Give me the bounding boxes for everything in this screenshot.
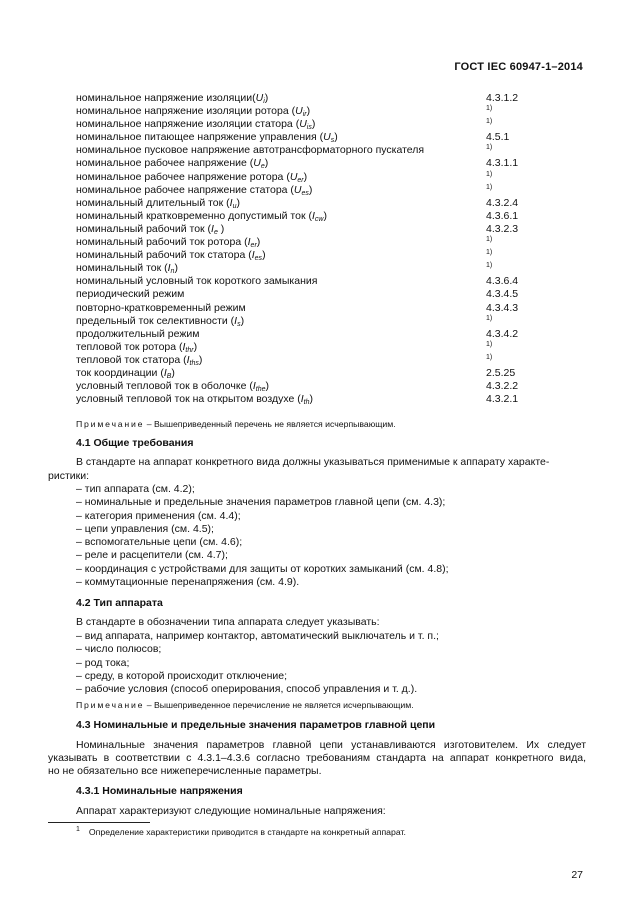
definition-row <box>76 105 496 118</box>
definition-row <box>76 301 519 315</box>
definition-reference: 1) <box>486 262 493 270</box>
definition-term: ток координации $(I_B)$ <box>76 366 175 380</box>
definition-term: номинальный рабочий ток статора $(I_{es})$ <box>76 249 266 263</box>
definition-term: номинальный кратковременно допустимый ток $(I_{cw})$ <box>76 209 327 223</box>
list-item: – координация с устройствами для защиты от коротких замыканий (см. 4.8); <box>76 562 449 575</box>
definition-reference: 1) <box>486 183 493 191</box>
definition-term: повторно-кратковременный режим <box>76 301 246 314</box>
list-4-1 <box>76 483 449 589</box>
footnote-mark: 1 <box>76 826 80 833</box>
heading-4-3-1: 4.3.1 Номинальные напряжения <box>76 785 243 797</box>
definition-reference: 1) <box>486 236 493 244</box>
definition-row <box>76 393 519 407</box>
definition-term: тепловой ток статора $(I_{ths})$ <box>76 353 203 367</box>
definition-reference: 1) <box>486 249 493 257</box>
definition-row <box>76 341 496 354</box>
definition-row <box>76 222 519 236</box>
definition-row <box>76 184 496 197</box>
footnote-text: Определение характеристики приводится в стандарте на конкретный аппарат. <box>88 826 406 837</box>
definition-term: тепловой ток ротора $(I_{thr})$ <box>76 340 198 354</box>
definition-row <box>76 157 519 171</box>
definition-term: номинальный ток $(I_n)$ <box>76 262 178 276</box>
definition-row <box>76 196 519 210</box>
note-label: Примечание <box>76 700 145 710</box>
footnote-divider <box>48 822 150 823</box>
definition-reference: 4.3.6.1 <box>486 209 519 222</box>
definition-term: номинальный длительный ток $(I_u)$ <box>76 196 240 210</box>
definition-reference: 4.3.4.2 <box>486 327 519 340</box>
list-item: – категория применения (см. 4.4); <box>76 509 241 522</box>
list-item: – номинальные и предельные значения параметров главной цепи (см. 4.3); <box>76 496 446 509</box>
heading-4-1: 4.1 Общие требования <box>76 437 194 449</box>
paragraph-4-1-line2: ристики: <box>48 470 90 482</box>
definition-row <box>76 171 496 184</box>
paragraph-4-3-line2: указывать в соответствии с 4.3.1–4.3.6 согласно требованиям стандарта на аппарат конкретного вида, <box>48 752 586 764</box>
definition-term: номинальное рабочее напряжение $(U_e)$ <box>76 157 269 171</box>
note-text: – Вышеприведенное перечисление не является исчерпывающим. <box>144 700 414 710</box>
definitions-list <box>76 92 519 407</box>
list-4-2 <box>76 630 439 696</box>
definition-term: номинальное питающее напряжение управления $(U_s)$ <box>76 131 338 145</box>
definition-term: номинальное пусковое напряжение автотрансформаторного пускателя <box>76 144 425 157</box>
list-item: – вспомогательные цепи (см. 4.6); <box>76 536 243 549</box>
definition-row <box>76 209 519 223</box>
definition-reference: 4.3.6.4 <box>486 275 519 288</box>
note-1 <box>76 419 396 429</box>
definition-reference: 1) <box>486 105 493 113</box>
paragraph-4-3-1: Аппарат характеризуют следующие номинальные напряжения: <box>76 805 386 817</box>
definition-row <box>76 131 510 145</box>
definition-reference: 1) <box>486 340 493 348</box>
definition-row <box>76 275 519 288</box>
list-item: – вид аппарата, например контактор, автоматический выключатель и т. п.; <box>76 630 439 642</box>
note-2 <box>76 700 414 710</box>
definition-row <box>76 236 496 249</box>
definition-row <box>76 92 519 105</box>
note-text: – Вышеприведенный перечень не является исчерпывающим. <box>144 419 396 429</box>
definition-reference: 4.3.1.1 <box>486 157 519 170</box>
definition-term: номинальное напряжение $изоляции(U_i)$ <box>76 92 269 105</box>
definition-reference: 1) <box>486 353 493 361</box>
definition-term: номинальное рабочее напряжение ротора $(U_{er})$ <box>76 170 308 184</box>
definition-reference: 2.5.25 <box>486 366 516 379</box>
definition-reference: 1) <box>486 118 493 126</box>
definition-reference: 4.5.1 <box>486 131 510 144</box>
definition-row <box>76 118 496 131</box>
definition-row <box>76 288 519 301</box>
definition-row <box>76 366 516 380</box>
definition-reference: 1) <box>486 170 493 178</box>
definition-term: номинальное рабочее напряжение статора $(U_{es})$ <box>76 183 313 197</box>
paragraph-4-3-line3: но не обязательно все нижеперечисленные параметры. <box>48 765 322 777</box>
definition-term: номинальный условный ток короткого замыкания <box>76 275 318 288</box>
definition-term: номинальное напряжение изоляции статора $(U_{is})$ <box>76 118 316 132</box>
list-item: – цепи управления (см. 4.5); <box>76 522 214 535</box>
definition-term: номинальное напряжение изоляции ротора $(U_{ir})$ <box>76 105 311 119</box>
definition-row <box>76 249 496 262</box>
definition-reference: 4.3.2.4 <box>486 196 519 209</box>
document-header: ГОСТ IEC 60947-1–2014 <box>454 61 583 73</box>
paragraph-4-2: В стандарте в обозначении типа аппарата следует указывать: <box>76 616 380 628</box>
definition-reference: 4.3.1.2 <box>486 92 519 104</box>
list-item: – тип аппарата (см. 4.2); <box>76 483 195 495</box>
list-item: – среду, в которой происходит отключение; <box>76 669 287 682</box>
definition-reference: 4.3.4.3 <box>486 301 519 314</box>
definition-row <box>76 380 519 394</box>
definition-term: номинальный рабочий ток ротора $(I_{er})$ <box>76 236 261 250</box>
list-item: – род тока; <box>76 656 130 669</box>
definition-term: продолжительный режим <box>76 327 200 340</box>
definition-term: периодический режим <box>76 288 185 301</box>
definition-reference: 4.3.2.1 <box>486 393 519 406</box>
definition-term: условный тепловой ток на открытом воздухе $(I_{th})$ <box>76 393 314 407</box>
definition-term: предельный ток селективности $(I_s)$ <box>76 314 245 328</box>
list-item: – рабочие условия (способ оперирования, способ управления и т. д.). <box>76 683 418 696</box>
definition-term: номинальный рабочий ток ($I_e$ ) <box>76 222 225 236</box>
definition-row <box>76 354 496 367</box>
definition-reference: 4.3.2.3 <box>486 222 519 235</box>
page-number: 27 <box>571 869 583 881</box>
note-label: Примечание <box>76 419 145 429</box>
heading-4-2: 4.2 Тип аппарата <box>76 597 163 609</box>
list-item: – число полюсов; <box>76 643 162 656</box>
definition-row <box>76 262 496 275</box>
definition-reference: 4.3.4.5 <box>486 288 519 301</box>
paragraph-4-1-line1: В стандарте на аппарат конкретного вида должны указываться применимые к аппарату характе- <box>76 456 550 468</box>
footnote <box>76 826 406 837</box>
definition-row <box>76 315 496 328</box>
list-item: – коммутационные перенапряжения (см. 4.9). <box>76 576 300 589</box>
definition-reference: 1) <box>486 314 493 322</box>
definition-row <box>76 327 519 341</box>
heading-4-3: 4.3 Номинальные и предельные значения параметров главной цепи <box>76 719 436 731</box>
list-item: – реле и расцепители (см. 4.7); <box>76 549 228 562</box>
definition-term: условный тепловой ток в оболочке $(I_{the})$ <box>76 380 270 394</box>
paragraph-4-3-line1: Номинальные значения параметров главной цепи устанавливаются изготовителем. Их следует <box>76 739 586 751</box>
definition-row <box>76 144 496 157</box>
definition-reference: 4.3.2.2 <box>486 380 519 393</box>
definition-reference: 1) <box>486 144 493 152</box>
